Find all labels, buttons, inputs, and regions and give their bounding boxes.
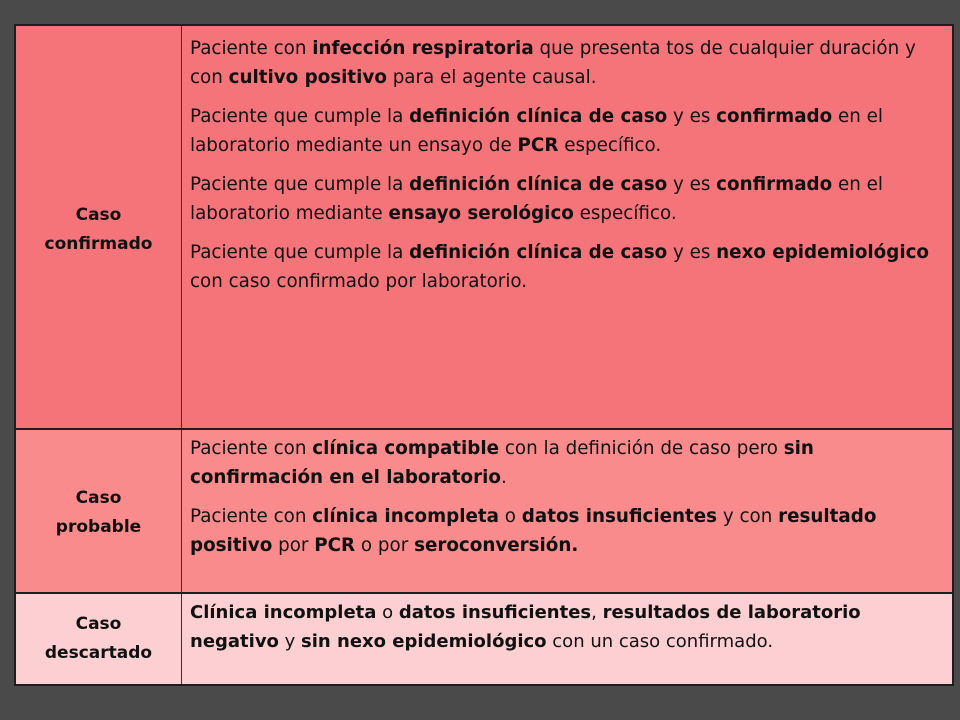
bold-term: definición clínica de caso xyxy=(409,106,668,127)
row-label xyxy=(16,26,182,434)
definition-paragraph xyxy=(190,598,944,656)
text-segment: con caso confirmado por laboratorio. xyxy=(190,271,528,292)
bold-term: PCR xyxy=(517,135,559,156)
row-label-line2: descartado xyxy=(44,643,153,663)
text-segment: y es xyxy=(667,106,717,127)
bold-term: confirmado xyxy=(716,106,833,127)
bold-term: infección respiratoria xyxy=(312,38,534,59)
row-label-line1: Caso xyxy=(75,488,122,508)
bold-term: definición clínica de caso xyxy=(409,174,668,195)
bold-term: PCR xyxy=(314,535,356,556)
definition-paragraph xyxy=(190,170,944,228)
text-segment: Paciente que cumple la xyxy=(190,174,410,195)
row-caso-confirmado xyxy=(14,24,954,436)
bold-term: seroconversión. xyxy=(414,535,579,556)
row-label-line1: Caso xyxy=(75,205,122,225)
row-content xyxy=(182,26,952,434)
text-segment: o xyxy=(498,506,522,527)
bold-term: clínica incompleta xyxy=(312,506,499,527)
text-segment: con un caso confirmado. xyxy=(546,631,774,652)
bold-term: resultados de laboratorio negativo xyxy=(190,602,861,652)
bold-term: datos insuficientes xyxy=(521,506,718,527)
text-segment: para el agente causal. xyxy=(386,67,597,88)
row-caso-descartado xyxy=(14,592,954,686)
row-content xyxy=(182,430,952,596)
text-segment: Paciente con xyxy=(190,506,313,527)
text-segment: y xyxy=(278,631,302,652)
text-segment: o xyxy=(376,602,399,623)
text-segment: y es xyxy=(667,242,717,263)
bold-term: Clínica incompleta xyxy=(190,602,377,623)
row-label-line2: confirmado xyxy=(44,234,153,254)
bold-term: ensayo serológico xyxy=(388,203,574,224)
text-segment: y con xyxy=(717,506,779,527)
definition-paragraph xyxy=(190,502,944,560)
row-label-line1: Caso xyxy=(75,614,122,634)
text-segment: Paciente que cumple la xyxy=(190,106,410,127)
bold-term: definición clínica de caso xyxy=(409,242,668,263)
definition-paragraph xyxy=(190,238,944,296)
text-segment: y es xyxy=(667,174,717,195)
definition-paragraph xyxy=(190,434,944,492)
text-segment: Paciente con xyxy=(190,38,313,59)
text-segment: en el laboratorio mediante xyxy=(190,174,883,224)
row-label xyxy=(16,430,182,596)
text-segment: que presenta tos de cualquier duración y con xyxy=(190,38,916,88)
text-segment: , xyxy=(591,602,603,623)
text-segment: con la definición de caso pero xyxy=(499,438,784,459)
row-content xyxy=(182,594,952,684)
bold-term: resultado positivo xyxy=(190,506,877,556)
bold-term: confirmado xyxy=(716,174,833,195)
definition-paragraph xyxy=(190,34,944,92)
text-segment: . xyxy=(500,467,507,488)
text-segment: específico. xyxy=(573,203,677,224)
definition-paragraph xyxy=(190,102,944,160)
bold-term: nexo epidemiológico xyxy=(716,242,929,263)
text-segment: en el laboratorio mediante un ensayo de xyxy=(190,106,883,156)
bold-term: sin confirmación en el laboratorio xyxy=(190,438,814,488)
bold-term: sin nexo epidemiológico xyxy=(301,631,547,652)
row-label-line2: probable xyxy=(55,517,142,537)
text-segment: Paciente que cumple la xyxy=(190,242,410,263)
row-label xyxy=(16,594,182,684)
bold-term: cultivo positivo xyxy=(228,67,387,88)
text-segment: por xyxy=(272,535,315,556)
text-segment: específico. xyxy=(558,135,662,156)
bold-term: clínica compatible xyxy=(312,438,500,459)
row-caso-probable xyxy=(14,428,954,598)
text-segment: o por xyxy=(355,535,415,556)
text-segment: Paciente con xyxy=(190,438,313,459)
bold-term: datos insuficientes xyxy=(398,602,592,623)
